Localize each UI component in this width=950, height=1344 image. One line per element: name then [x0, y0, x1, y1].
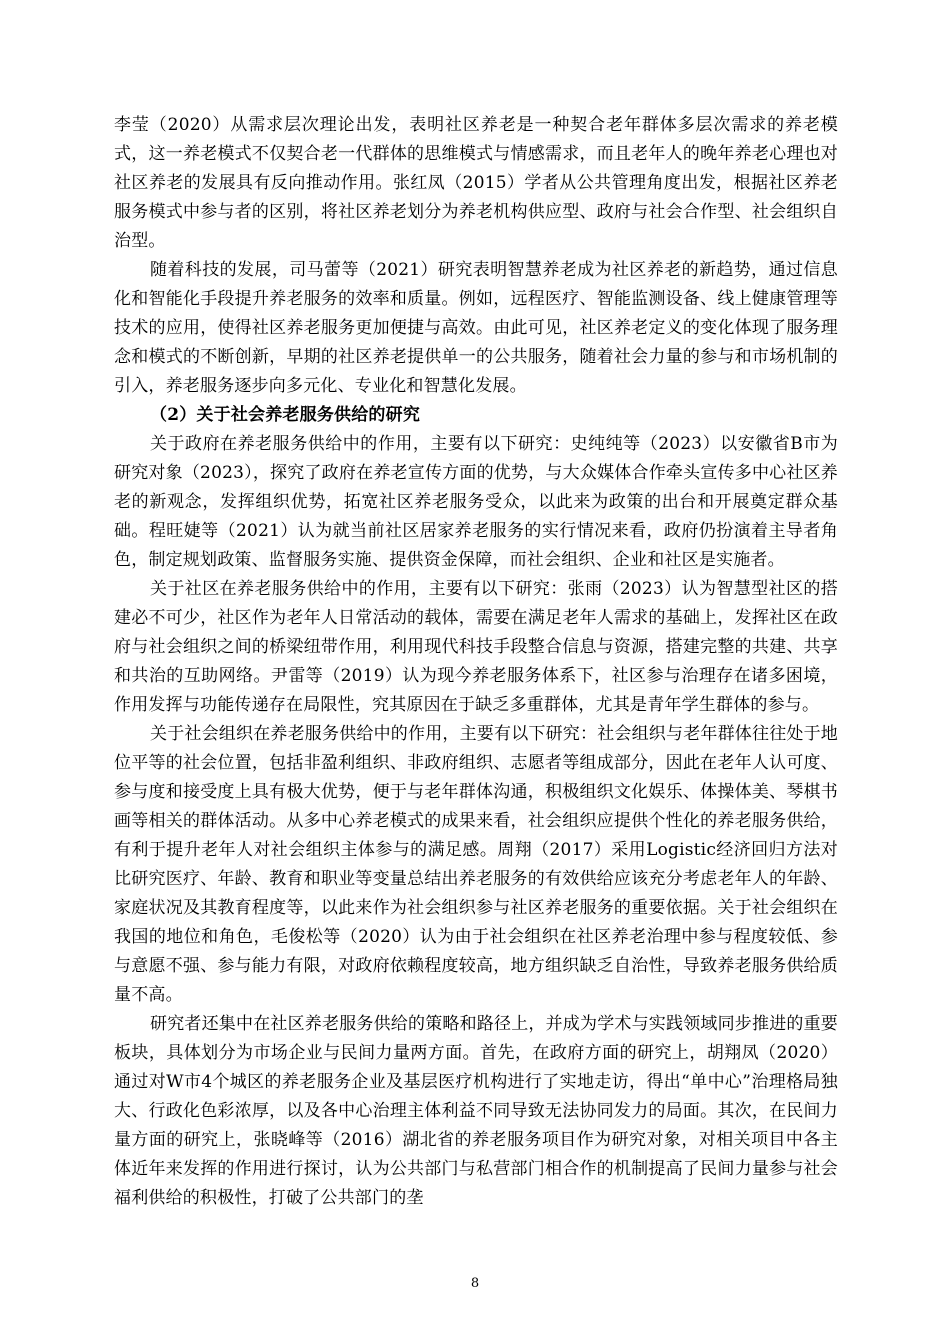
page-number: 8	[470, 1276, 480, 1291]
paragraph-social-organization-role: 关于社会组织在养老服务供给中的作用，主要有以下研究：社会组织与老年群体往往处于地位平等的社会位置，包括非盈利组织、非政府组织、志愿者等组成部分，因此在老年人认可度、参与度和接受度上具有极大优势，便于与老年群体沟通，积极组织文化娱乐、体操体美、琴棋书画等相关的群体活动。从多中心养老模式的成果来看，社会组织应提供个性化的养老服务供给，有利于提升老年人对社会组织主体参与的满足感。周翔（2017）采用Logistic经济回归方法对比研究医疗、年龄、教育和职业等变量总结出养老服务的有效供给应该充分考虑老年人的年龄、家庭状况及其教育程度等，以此来作为社会组织参与社区养老服务的重要依据。关于社会组织在我国的地位和角色，毛俊松等（2020）认为由于社会组织在社区养老治理中参与程度较低、参与意愿不强、参与能力有限，对政府依赖程度较高，地方组织缺乏自治性，导致养老服务供给质量不高。	[114, 724, 838, 1005]
paragraph-community-role: 关于社区在养老服务供给中的作用，主要有以下研究：张雨（2023）认为智慧型社区的搭建必不可少，社区作为老年人日常活动的载体，需要在满足老年人需求的基础上，发挥社区在政府与社会组织之间的桥梁纽带作用，利用现代科技手段整合信息与资源，搭建完整的共建、共享和共治的互助网络。尹雷等（2019）认为现今养老服务体系下，社区参与治理存在诸多困境，作用发挥与功能传递存在局限性，究其原因在于缺乏多重群体，尤其是青年学生群体的参与。	[114, 579, 838, 715]
document-page	[114, 111, 838, 1213]
paragraph-community-elderly-care-definition: 李莹（2020）从需求层次理论出发，表明社区养老是一种契合老年群体多层次需求的养老模式，这一养老模式不仅契合老一代群体的思维模式与情感需求，而且老年人的晚年养老心理也对社区养老的发展具有反向推动作用。张红凤（2015）学者从公共管理角度出发，根据社区养老服务模式中参与者的区别，将社区养老划分为养老机构供应型、政府与社会合作型、社会组织自治型。	[114, 115, 838, 251]
paragraph-smart-elderly-care: 随着科技的发展，司马蕾等（2021）研究表明智慧养老成为社区养老的新趋势，通过信息化和智能化手段提升养老服务的效率和质量。例如，远程医疗、智能监测设备、线上健康管理等技术的应用，使得社区养老服务更加便捷与高效。由此可见，社区养老定义的变化体现了服务理念和模式的不断创新，早期的社区养老提供单一的公共服务，随着社会力量的参与和市场机制的引入，养老服务逐步向多元化、专业化和智慧化发展。	[114, 260, 838, 396]
section-heading: （2）关于社会养老服务供给的研究	[150, 405, 421, 425]
paragraph-government-role: 关于政府在养老服务供给中的作用，主要有以下研究：史纯纯等（2023）以安徽省B市为研究对象（2023），探究了政府在养老宣传方面的优势，与大众媒体合作牵头宣传多中心社区养老的新观念，发挥组织优势，拓宽社区养老服务受众，以此来为政策的出台和开展奠定群众基础。程旺婕等（2021）认为就当前社区居家养老服务的实行情况来看，政府仍扮演着主导者角色，制定规划政策、监督服务实施、提供资金保障，而社会组织、企业和社区是实施者。	[114, 434, 838, 570]
paragraph-strategy-and-path: 研究者还集中在社区养老服务供给的策略和路径上，并成为学术与实践领域同步推进的重要板块，具体划分为市场企业与民间力量两方面。首先，在政府方面的研究上，胡翔凤（2020）通过对W市4个城区的养老服务企业及基层医疗机构进行了实地走访，得出“单中心”治理格局独大、行政化色彩浓厚，以及各中心治理主体利益不同导致无法协同发力的局面。其次，在民间力量方面的研究上，张晓峰等（2016）湖北省的养老服务项目作为研究对象，对相关项目中各主体近年来发挥的作用进行探讨，认为公共部门与私营部门相合作的机制提高了民间力量参与社会福利供给的积极性，打破了公共部门的垄	[114, 1014, 838, 1208]
